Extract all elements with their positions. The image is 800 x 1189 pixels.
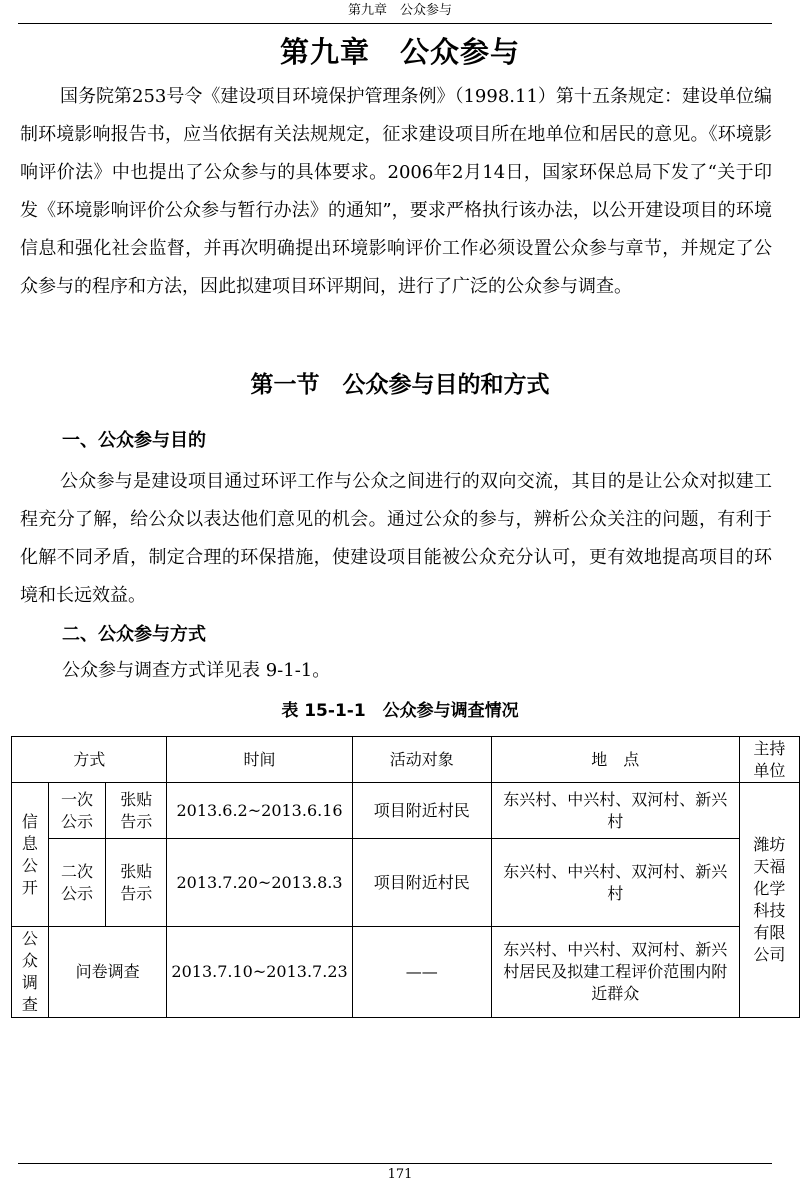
- stage-cell: 二次 公示: [48, 839, 105, 927]
- place-cell: 东兴村、中兴村、双河村、新兴村: [491, 839, 739, 927]
- footer-divider: [18, 1163, 772, 1164]
- form-cell: 张贴 告示: [106, 839, 167, 927]
- header-method: 方式: [12, 737, 167, 783]
- section-title: 第一节 公众参与目的和方式: [250, 372, 550, 398]
- header-time: 时间: [167, 737, 352, 783]
- table-row: [12, 783, 800, 839]
- time-cell: 2013.7.10~2013.7.23: [167, 927, 352, 1018]
- subsection-heading-purpose: 一、公众参与目的: [62, 430, 206, 451]
- time-cell: 2013.7.20~2013.8.3: [167, 839, 352, 927]
- header-divider: [18, 23, 772, 24]
- page-number: 171: [387, 1167, 413, 1182]
- header-target: 活动对象: [352, 737, 491, 783]
- group-public-survey: 公 众 调 查: [12, 927, 49, 1018]
- form-cell: 问卷调查: [48, 927, 167, 1018]
- time-cell: 2013.6.2~2013.6.16: [167, 783, 352, 839]
- chapter-title: 第九章 公众参与: [279, 35, 520, 69]
- method-text: 公众参与调查方式详见表 9-1-1。: [62, 660, 331, 681]
- subsection-heading-method: 二、公众参与方式: [62, 624, 206, 645]
- table-row: [12, 927, 800, 1018]
- purpose-paragraph: 公众参与是建设项目通过环评工作与公众之间进行的双向交流，其目的是让公众对拟建工程充分了解，给公众以表达他们意见的机会。通过公众的参与，辨析公众关注的问题，有利于化解不同矛盾，制定合理的环保措施，使建设项目能被公众充分认可，更有效地提高项目的环境和长远效益。: [20, 471, 772, 606]
- table-header-row: [12, 737, 800, 783]
- stage-cell: 一次 公示: [48, 783, 105, 839]
- group-info-disclosure: 信 息 公 开: [12, 783, 49, 927]
- header-place: 地 点: [491, 737, 739, 783]
- place-cell: 东兴村、中兴村、双河村、新兴村: [491, 783, 739, 839]
- survey-table: [11, 736, 800, 1018]
- table-row: [12, 839, 800, 927]
- target-cell: ——: [352, 927, 491, 1018]
- place-cell: 东兴村、中兴村、双河村、新兴村居民及拟建工程评价范围内附近群众: [491, 927, 739, 1018]
- target-cell: 项目附近村民: [352, 839, 491, 927]
- target-cell: 项目附近村民: [352, 783, 491, 839]
- header-host: 主持 单位: [739, 737, 799, 783]
- running-header: 第九章 公众参与: [347, 3, 452, 18]
- intro-paragraph: 国务院第253号令《建设项目环境保护管理条例》（1998.11）第十五条规定：建设单位编制环境影响报告书，应当依据有关法规规定，征求建设项目所在地单位和居民的意见。《环境影响评价法》中也提出了公众参与的具体要求。2006年2月14日，国家环保总局下发了“关于印发《环境影响评价公众参与暂行办法》的通知”，要求严格执行该办法，以公开建设项目的环境信息和强化社会监督，并再次明确提出环境影响评价工作必须设置公众参与章节，并规定了公众参与的程序和方法，因此拟建项目环评期间，进行了广泛的公众参与调查。: [20, 86, 772, 297]
- form-cell: 张贴 告示: [106, 783, 167, 839]
- table-caption: 表 15-1-1 公众参与调查情况: [281, 701, 519, 721]
- host-unit-cell: 潍坊 天福 化学 科技 有限 公司: [739, 783, 799, 1018]
